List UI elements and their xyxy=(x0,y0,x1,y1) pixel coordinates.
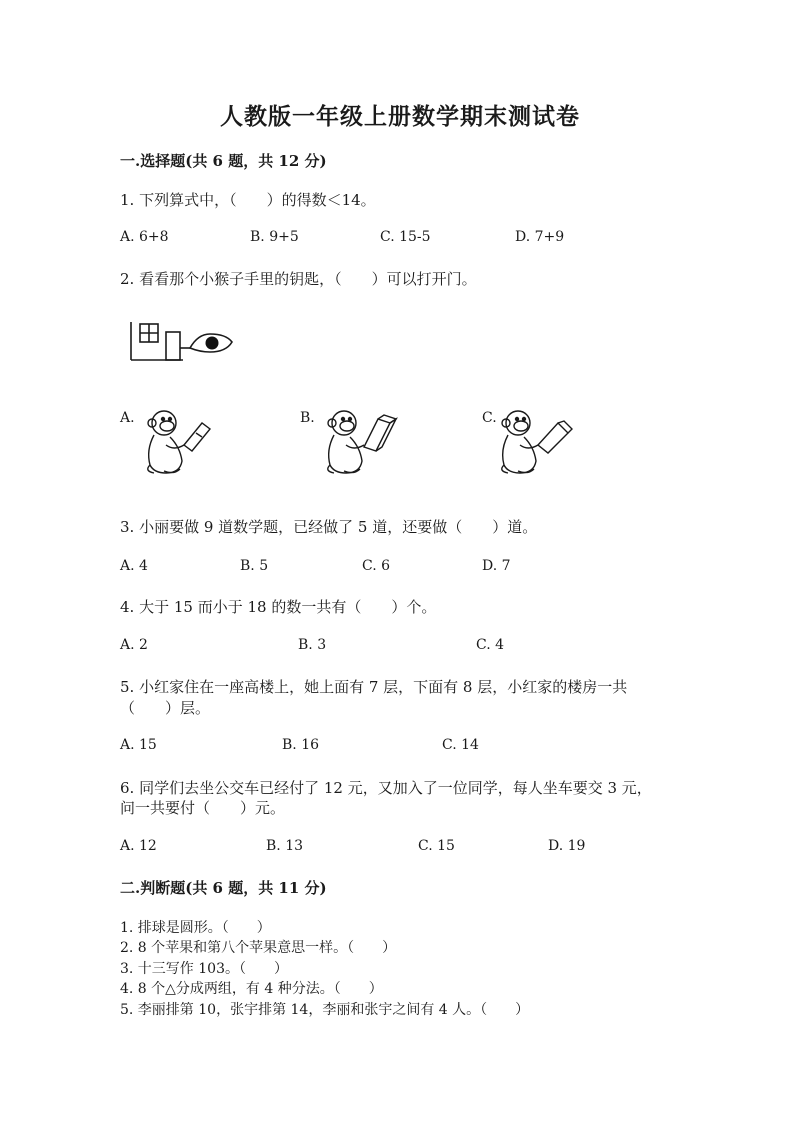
question-6-line-2: 问一共要付（ ）元。 xyxy=(120,799,286,817)
q4-option-a: A. 2 xyxy=(120,637,148,653)
judgement-item-5: 5. 李丽排第 10，张宇排第 14，李丽和张宇之间有 4 人。（ ） xyxy=(120,1002,530,1018)
question-4: 4. 大于 15 而小于 18 的数一共有（ ）个。 xyxy=(120,598,437,616)
judgement-item-3: 3. 十三写作 103。（ ） xyxy=(120,961,288,977)
q3-option-c: C. 6 xyxy=(362,558,391,574)
section-heading-choice: 一.选择题(共 6 题，共 12 分) xyxy=(120,152,327,170)
q1-option-a: A. 6+8 xyxy=(120,229,169,245)
judgement-item-2: 2. 8 个苹果和第八个苹果意思一样。（ ） xyxy=(120,940,397,956)
judgement-item-1: 1. 排球是圆形。（ ） xyxy=(120,920,271,936)
q1-option-d: D. 7+9 xyxy=(515,229,565,245)
q1-option-b: B. 9+5 xyxy=(250,229,299,245)
monkey-holding-key-icon xyxy=(320,405,405,477)
q3-option-b: B. 5 xyxy=(240,558,269,574)
door-with-keyhole-icon xyxy=(128,320,238,365)
q3-option-d: D. 7 xyxy=(482,558,511,574)
q6-option-c: C. 15 xyxy=(418,838,455,854)
question-5-line-1: 5. 小红家住在一座高楼上，她上面有 7 层，下面有 8 层，小红家的楼房一共 xyxy=(120,678,628,696)
q2-option-b: B. xyxy=(300,410,315,426)
question-6-line-1: 6. 同学们去坐公交车已经付了 12 元，又加入了一位同学，每人坐车要交 3 元， xyxy=(120,779,652,797)
q6-option-d: D. 19 xyxy=(548,838,586,854)
monkey-holding-key-icon xyxy=(140,405,225,477)
question-1: 1. 下列算式中，（ ）的得数＜14。 xyxy=(120,191,376,209)
section-heading-judgement: 二.判断题(共 6 题，共 11 分) xyxy=(120,879,327,897)
question-3: 3. 小丽要做 9 道数学题，已经做了 5 道，还要做（ ）道。 xyxy=(120,518,538,536)
q5-option-b: B. 16 xyxy=(282,737,320,753)
q1-option-c: C. 15-5 xyxy=(380,229,431,245)
q2-option-c: C. xyxy=(482,410,497,426)
q3-option-a: A. 4 xyxy=(120,558,148,574)
question-5-line-2: （ ）层。 xyxy=(120,699,211,717)
q5-option-a: A. 15 xyxy=(120,737,157,753)
page-title: 人教版一年级上册数学期末测试卷 xyxy=(220,103,580,130)
q2-option-a: A. xyxy=(120,410,135,426)
q6-option-a: A. 12 xyxy=(120,838,157,854)
q4-option-c: C. 4 xyxy=(476,637,505,653)
judgement-item-4: 4. 8 个△分成两组，有 4 种分法。（ ） xyxy=(120,981,383,997)
question-2: 2. 看看那个小猴子手里的钥匙，（ ）可以打开门。 xyxy=(120,270,477,288)
q4-option-b: B. 3 xyxy=(298,637,327,653)
monkey-holding-key-icon xyxy=(494,405,579,477)
q5-option-c: C. 14 xyxy=(442,737,479,753)
q6-option-b: B. 13 xyxy=(266,838,304,854)
